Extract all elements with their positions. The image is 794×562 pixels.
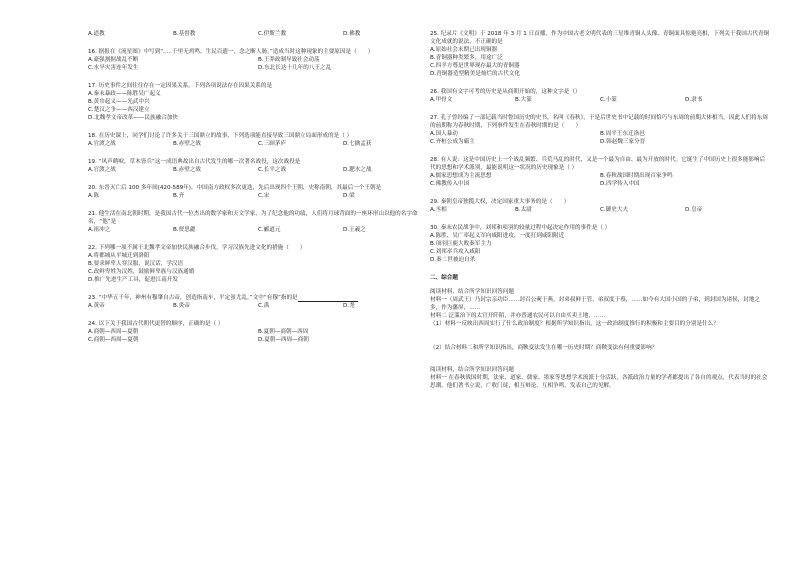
question-19 — [88, 158, 428, 174]
option: C.商朝—西周—夏朝 — [88, 337, 139, 343]
question-stem: 22. 下列哪一项不属于北魏孝文帝加快民族融合步伐，学习汉族先进文化的措施（ ） — [88, 245, 306, 251]
option: D.淝水之战 — [343, 167, 372, 173]
option: C.宋 — [258, 193, 270, 199]
option: C.伊斯兰教 — [258, 31, 287, 37]
question-25 — [430, 30, 770, 78]
option: A.秦末暴政——陈胜吴广起义 — [88, 91, 161, 97]
question-stem: 20. 东晋灭亡后 100 多年间(420-589年)，中国南方政权多次更迭，先后出现四个王朝，史称南朝，其最后一个王朝是 — [88, 185, 382, 191]
option: D.佛教 — [343, 31, 361, 37]
option: B.大篆 — [515, 97, 532, 103]
option: C.御史大夫 — [600, 207, 629, 213]
option: A.商朝—西周—夏朝 — [88, 329, 139, 335]
option: D.王羲之 — [343, 227, 366, 233]
section-heading: 二、综合题 — [430, 275, 458, 281]
option: B.夏朝—商朝—西周 — [258, 329, 309, 335]
option: D.隶书 — [685, 97, 703, 103]
option: D.韩赵魏三家分晋 — [600, 139, 646, 145]
question-28 — [430, 156, 770, 188]
option: B.周平王东迁洛邑 — [600, 131, 645, 137]
question-stem: 27. 孔子曾经编了一部记载当时鲁国历史的史书，名叫《春秋》，于是后世史书中记载的时间恰巧与东周的前期大体相当，因此人们将东周的前期称为春秋时期，下列事件发生在春秋时期的是（ ） — [430, 115, 768, 129]
option: D.夏朝—西周—商朝 — [258, 337, 309, 343]
option: C.郦道元 — [258, 227, 281, 233]
option: B.炎帝 — [173, 303, 190, 309]
option: A.丞相 — [430, 207, 447, 213]
question-21 — [88, 210, 428, 234]
question-15 — [88, 30, 428, 38]
left-column — [88, 30, 428, 354]
option: B.青铜器种类繁多，用途广泛 — [430, 55, 503, 61]
question-20 — [88, 184, 428, 200]
option: C.三顾茅庐 — [258, 141, 287, 147]
option: B.基督教 — [173, 31, 196, 37]
option: C.齐桓公成为霸主 — [430, 139, 475, 145]
question-stem: 17. 历史事件之间往往存在一定因果关系，下列各项说法存在因果关系的是 — [88, 83, 273, 89]
option: B.王莽政制导致社会动荡 — [258, 57, 320, 63]
option: D.北魏孝文帝改革——民族融合加快 — [88, 115, 178, 121]
material-1: 材料一 在春秋战国时期，法家、道家、儒家、墨家等思想学术流派十分活跃，各派政治力量的学者都提出了各自的观点，代表当时的社会思潮。他们著书立说，广收门徒，相互辩论，互相争鸣，发表自己的见解。 — [430, 375, 768, 389]
question-stem-text: 23. “中华五千年，神州有穆肇自古帝，创造指南车，平定蚩尤乱。”文中“有穆”指的是 — [88, 295, 298, 301]
option: C.小篆 — [600, 97, 617, 103]
option: C.佛教传入中国 — [430, 181, 470, 187]
answer-blank — [298, 295, 358, 302]
option: D.秦二世被迫自杀 — [430, 257, 476, 263]
question-32 — [430, 366, 770, 390]
question-22 — [88, 244, 428, 284]
question-30 — [430, 224, 770, 264]
option: A.道教 — [88, 31, 105, 37]
question-stem: 28. 有人说：这是中国历史上一个战乱频繁、兵荒马乱的时代，又是一个最为自由、最为开放的时代。它诞生了中国历史上很多能影响后代的思想和学术派别，最能说明这一状况的历史现象是（ ） — [430, 157, 766, 171]
option: A.原始社会末期已出现铜器 — [430, 47, 498, 53]
option: D.尧 — [343, 303, 355, 309]
question-stem: 25. 纪录片《文明》于 2018 年 3 月 1 日首播，作为中国古老文明代表的三星堆青铜人头像、青铜面具惊艳亮相，下列关于我国古代青铜文化成就的说法，不正确的是 — [430, 31, 770, 45]
option: B.春秋战国时期出现百家争鸣 — [600, 173, 673, 179]
answer-space — [430, 328, 770, 344]
option: D.皇帝 — [685, 207, 703, 213]
option: B.太尉 — [515, 207, 532, 213]
question-stem: 26. 我国有文字可考的历史是从商朝开始的，这种文字是（） — [430, 89, 581, 95]
option: C.水旱灾害连年发生 — [88, 65, 139, 71]
option: A.国人暴动 — [430, 131, 458, 137]
question-stem: 16. 据报在《流星图》中写到“.....千里无鸡鸣，生民百遗一，念之断人肠。”造成当时这种现象的主要原因是（ ） — [88, 49, 374, 55]
question-23 — [88, 294, 428, 310]
option: A.祖冲之 — [88, 227, 111, 233]
sub-question-2: （2）结合材料二和所学知识指出，商鞅变法发生在哪一历史时期？商鞅变法有何重要影响？ — [430, 345, 658, 351]
question-31 — [430, 288, 770, 352]
option: C.长平之战 — [258, 167, 287, 173]
material-1: 材料一（周武王）乃封宗亲功臣……封召公奭于燕。封弟叔鲜于管，弟叔度于蔡，……如今有大国小国的子弟，到封国为诸侯，封地之多，作为藩屏，…… — [430, 297, 761, 311]
question-stem: 21. 他生活在南北朝时期，是我国古代一位杰出的数学家和天文学家，为了纪念他的功绩，人们将月球背面的一座环形山以他的名字命名，“他”是 — [88, 211, 418, 225]
option: A.豪强割据战乱不断 — [88, 57, 139, 63]
option: D.东北长达十几年的八王之乱 — [258, 65, 332, 71]
option: A.官渡之战 — [88, 167, 116, 173]
option: A.儒家思想成为主流思想 — [430, 173, 492, 179]
option: A.官渡之战 — [88, 141, 116, 147]
option: B.赤壁之战 — [173, 141, 201, 147]
question-29 — [430, 198, 770, 214]
question-intro: 阅读材料，结合所学知识回答问题 — [430, 289, 514, 295]
question-stem: 29. 秦朝皇帝独揽大权，决定国家重大事务的是（ ） — [430, 199, 570, 205]
option: D.青铜器造型精美是灿烂的古代文化 — [430, 71, 520, 77]
option: C.四羊方尊是世界现存最大的青铜器 — [430, 63, 520, 69]
option: B.赤壁之战 — [173, 167, 201, 173]
question-18 — [88, 132, 428, 148]
option: D.梁 — [343, 193, 355, 199]
option: A.甲骨文 — [430, 97, 453, 103]
question-27 — [430, 114, 770, 146]
option: A.黄帝 — [88, 303, 105, 309]
option: D.推广先进生产工具，促进江南开发 — [88, 277, 178, 283]
option: B.要求鲜卑人穿汉服，说汉话，学汉语 — [88, 261, 184, 267]
question-16 — [88, 48, 428, 72]
option: B.项羽巨鹿大败秦军主力 — [430, 241, 492, 247]
question-stem — [88, 294, 428, 302]
option: B.贾思勰 — [173, 227, 196, 233]
question-24 — [88, 320, 428, 344]
option: C.禹 — [258, 303, 270, 309]
option: A.陈 — [88, 193, 100, 199]
option: C.刘邦率兵攻入咸阳 — [430, 249, 481, 255]
question-stem: 30. 秦末农民战争中，刘邦和项羽的较量过程中起决定作用的事件是（ ） — [430, 225, 611, 231]
question-26 — [430, 88, 770, 104]
option: B.黄巾起义——光武中兴 — [88, 99, 150, 105]
sub-question-1: （1）材料一反映出西周实行了什么政治制度？根据所学知识指出，这一政治制度推行的积极和主要目的分别是什么？ — [430, 321, 719, 327]
option: C.改鲜卑姓为汉姓，鼓励鲜卑族与汉族通婚 — [88, 269, 195, 275]
material-2: 材料二 泛滥治下的太官开阡陌，并亦普通农民可以自由买卖土地，…… — [430, 313, 606, 319]
question-stem: 18. 在历史课上，同学们讨论了许多关于三国鼎立的故事，下列选项能直接导致三国鼎立局面形成的是（ ） — [88, 133, 353, 139]
question-stem: 24. 以下关于我国古代朝代更替的顺序，正确的是（ ） — [88, 321, 224, 327]
question-intro: 阅读材料，结合所学知识回答问题 — [430, 367, 514, 373]
right-column — [430, 30, 770, 400]
option: A.将都城从平城迁到洛阳 — [88, 253, 150, 259]
option: D.四学传入中国 — [600, 181, 640, 187]
option: B.齐 — [173, 193, 185, 199]
question-stem: 19. “风声鹤唳，草木皆兵”这一成语典故出自古代发生的哪一次著名战役，这次战役是 — [88, 159, 301, 165]
option: D.七擒孟获 — [343, 141, 372, 147]
option: A.陈胜、吴广率起义军向咸阳进攻，一度打到咸阳附近 — [430, 233, 565, 239]
question-17 — [88, 82, 428, 122]
option: C.楚汉之争——西汉建立 — [88, 107, 150, 113]
